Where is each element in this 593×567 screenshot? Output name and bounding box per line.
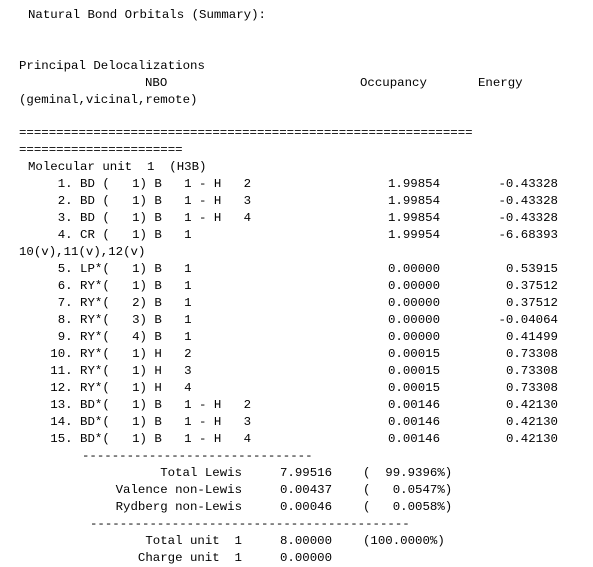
nbo-row-text: 8. RY*( 3) B 1	[28, 313, 192, 327]
total-label: Rydberg non-Lewis	[115, 500, 242, 514]
nbo-row-energy: 0.73308	[505, 364, 558, 378]
nbo-row-occupancy: 1.99854	[388, 177, 441, 191]
nbo-row-occupancy: 1.99854	[388, 194, 441, 208]
unit-total-value: 8.00000	[280, 534, 333, 548]
nbo-row-energy: 0.37512	[505, 296, 558, 310]
nbo-row-energy: 0.37512	[505, 279, 558, 293]
nbo-row-occupancy: 0.00000	[388, 279, 441, 293]
nbo-row-text: 12. RY*( 1) H 4	[28, 381, 192, 395]
dashed-rule: -------------------------------	[82, 449, 313, 463]
nbo-row-occupancy: 0.00015	[388, 347, 441, 361]
unit-charge-value: 0.00000	[280, 551, 333, 565]
nbo-row-energy: -0.43328	[498, 194, 558, 208]
molecular-unit-label: Molecular unit 1 (H3B)	[28, 160, 207, 174]
delocalization-list: 10(v),11(v),12(v)	[19, 245, 146, 259]
nbo-row-text: 2. BD ( 1) B 1 - H 3	[28, 194, 252, 208]
nbo-row-occupancy: 0.00015	[388, 364, 441, 378]
nbo-row-text: 7. RY*( 2) B 1	[28, 296, 192, 310]
nbo-row-text: 9. RY*( 4) B 1	[28, 330, 192, 344]
double-rule: =============================================================	[19, 126, 473, 140]
nbo-row-energy: -0.43328	[498, 211, 558, 225]
nbo-row-occupancy: 0.00146	[388, 432, 441, 446]
nbo-row-text: 4. CR ( 1) B 1	[28, 228, 192, 242]
nbo-row-occupancy: 0.00000	[388, 296, 441, 310]
delocalization-types-label: (geminal,vicinal,remote)	[19, 93, 198, 107]
nbo-row-text: 15. BD*( 1) B 1 - H 4	[28, 432, 252, 446]
nbo-row-text: 6. RY*( 1) B 1	[28, 279, 192, 293]
dashed-rule: -------------------------------------------	[90, 517, 410, 531]
nbo-row-text: 14. BD*( 1) B 1 - H 3	[28, 415, 252, 429]
nbo-row-energy: 0.73308	[505, 381, 558, 395]
nbo-row-occupancy: 1.99854	[388, 211, 441, 225]
occupancy-column-header: Occupancy	[360, 76, 427, 90]
nbo-row-occupancy: 0.00146	[388, 415, 441, 429]
nbo-row-energy: 0.73308	[505, 347, 558, 361]
double-rule-continued: ======================	[19, 143, 183, 157]
total-percent: ( 99.9396%)	[363, 466, 453, 480]
nbo-row-occupancy: 0.00146	[388, 398, 441, 412]
nbo-row-text: 13. BD*( 1) B 1 - H 2	[28, 398, 252, 412]
total-percent: ( 0.0058%)	[363, 500, 453, 514]
page-title: Natural Bond Orbitals (Summary):	[28, 8, 266, 22]
unit-total-percent: (100.0000%)	[363, 534, 445, 548]
nbo-row-text: 11. RY*( 1) H 3	[28, 364, 192, 378]
unit-charge-label: Charge unit 1	[137, 551, 242, 565]
total-value: 0.00046	[280, 500, 333, 514]
total-label: Total Lewis	[160, 466, 242, 480]
nbo-row-text: 10. RY*( 1) H 2	[28, 347, 192, 361]
total-label: Valence non-Lewis	[115, 483, 242, 497]
total-value: 0.00437	[280, 483, 333, 497]
section-title: Principal Delocalizations	[19, 59, 205, 73]
nbo-row-text: 5. LP*( 1) B 1	[28, 262, 192, 276]
nbo-column-header: NBO	[145, 76, 168, 90]
total-percent: ( 0.0547%)	[363, 483, 453, 497]
energy-column-header: Energy	[478, 76, 523, 90]
nbo-row-text: 1. BD ( 1) B 1 - H 2	[28, 177, 252, 191]
nbo-row-energy: 0.53915	[505, 262, 558, 276]
nbo-row-occupancy: 1.99954	[388, 228, 441, 242]
nbo-row-text: 3. BD ( 1) B 1 - H 4	[28, 211, 252, 225]
total-value: 7.99516	[280, 466, 333, 480]
nbo-row-occupancy: 0.00000	[388, 330, 441, 344]
nbo-row-occupancy: 0.00000	[388, 313, 441, 327]
nbo-row-energy: 0.41499	[505, 330, 558, 344]
nbo-row-energy: -0.04064	[498, 313, 558, 327]
nbo-row-energy: -0.43328	[498, 177, 558, 191]
nbo-row-energy: 0.42130	[505, 432, 558, 446]
nbo-row-occupancy: 0.00000	[388, 262, 441, 276]
nbo-row-occupancy: 0.00015	[388, 381, 441, 395]
nbo-row-energy: 0.42130	[505, 415, 558, 429]
nbo-row-energy: -6.68393	[498, 228, 558, 242]
unit-total-label: Total unit 1	[145, 534, 242, 548]
nbo-row-energy: 0.42130	[505, 398, 558, 412]
